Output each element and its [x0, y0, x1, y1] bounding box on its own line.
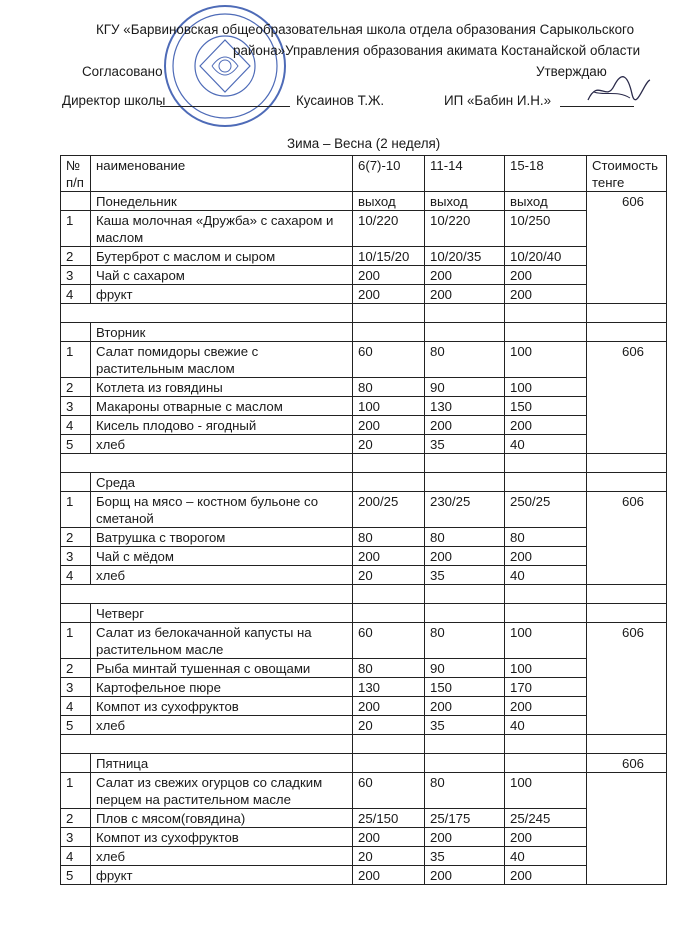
separator-cell [61, 304, 353, 323]
day-row [61, 473, 667, 492]
item-portion-6-10: 10/15/20 [353, 247, 425, 266]
day-number-cell [61, 192, 91, 211]
organization-line-1: КГУ «Барвиновская общеобразовательная школа отдела образования Сарыкольского [96, 22, 635, 37]
day-price [587, 473, 667, 492]
empty-cell [505, 754, 587, 773]
item-number: 3 [61, 828, 91, 847]
director-signature-line [160, 106, 290, 107]
table-row [61, 416, 667, 435]
item-portion-15-18: 150 [505, 397, 587, 416]
table-header-row [61, 156, 667, 192]
item-portion-6-10: 20 [353, 435, 425, 454]
day-separator-row [61, 454, 667, 473]
item-name: Чай с мёдом [91, 547, 353, 566]
item-name: фрукт [91, 866, 353, 885]
item-name: Каша молочная «Дружба» с сахаром и маслом [91, 211, 353, 247]
item-portion-15-18: 200 [505, 285, 587, 304]
day-price: 606 [587, 623, 667, 735]
item-portion-15-18: 40 [505, 566, 587, 585]
item-portion-6-10: 80 [353, 378, 425, 397]
director-label: Директор школы [62, 93, 166, 108]
item-name: Салат из белокачанной капусты на растительном масле [91, 623, 353, 659]
item-portion-11-14: 200 [425, 266, 505, 285]
item-number: 1 [61, 492, 91, 528]
header-age-11-14: 11-14 [425, 156, 505, 192]
item-name: Компот из сухофруктов [91, 697, 353, 716]
day-name: Среда [91, 473, 353, 492]
header-name: наименование [91, 156, 353, 192]
item-name: Рыба минтай тушенная с овощами [91, 659, 353, 678]
empty-cell [425, 323, 505, 342]
item-name: хлеб [91, 847, 353, 866]
day-row [61, 323, 667, 342]
approved-label: Утверждаю [536, 64, 607, 79]
item-number: 5 [61, 716, 91, 735]
table-row [61, 697, 667, 716]
separator-cell [353, 735, 425, 754]
separator-cell [505, 304, 587, 323]
item-portion-6-10: 100 [353, 397, 425, 416]
table-row [61, 342, 667, 378]
item-portion-11-14: 35 [425, 716, 505, 735]
day-number-cell [61, 323, 91, 342]
item-portion-15-18: 40 [505, 847, 587, 866]
separator-cell [587, 454, 667, 473]
item-number: 4 [61, 847, 91, 866]
day-name: Понедельник [91, 192, 353, 211]
price-cell-empty [587, 773, 667, 885]
item-name: Кисель плодово - ягодный [91, 416, 353, 435]
item-portion-6-10: 130 [353, 678, 425, 697]
day-price: 606 [587, 492, 667, 585]
item-portion-6-10: 60 [353, 342, 425, 378]
table-row [61, 809, 667, 828]
item-portion-15-18: 10/250 [505, 211, 587, 247]
item-portion-6-10: 80 [353, 659, 425, 678]
table-row [61, 773, 667, 809]
separator-cell [353, 304, 425, 323]
agreed-label: Согласовано [82, 64, 163, 79]
separator-cell [425, 735, 505, 754]
empty-cell [505, 473, 587, 492]
separator-cell [425, 454, 505, 473]
item-portion-15-18: 100 [505, 378, 587, 397]
separator-cell [61, 585, 353, 604]
day-price [587, 604, 667, 623]
item-portion-11-14: 80 [425, 773, 505, 809]
output-label: выход [353, 192, 425, 211]
item-portion-6-10: 200 [353, 266, 425, 285]
item-number: 3 [61, 266, 91, 285]
item-portion-15-18: 100 [505, 623, 587, 659]
separator-cell [61, 454, 353, 473]
item-portion-6-10: 200 [353, 285, 425, 304]
item-number: 2 [61, 247, 91, 266]
output-label: выход [425, 192, 505, 211]
item-number: 2 [61, 378, 91, 397]
item-name: Бутерброт с маслом и сыром [91, 247, 353, 266]
day-price [587, 323, 667, 342]
table-row [61, 266, 667, 285]
ip-label: ИП «Бабин И.Н.» [444, 93, 552, 108]
table-row [61, 247, 667, 266]
empty-cell [425, 473, 505, 492]
table-row [61, 847, 667, 866]
day-separator-row [61, 735, 667, 754]
item-name: Картофельное пюре [91, 678, 353, 697]
item-number: 2 [61, 528, 91, 547]
item-number: 4 [61, 285, 91, 304]
item-number: 3 [61, 678, 91, 697]
header-age-6-10: 6(7)-10 [353, 156, 425, 192]
item-name: Чай с сахаром [91, 266, 353, 285]
header-age-15-18: 15-18 [505, 156, 587, 192]
item-number: 1 [61, 773, 91, 809]
day-separator-row [61, 585, 667, 604]
item-portion-11-14: 150 [425, 678, 505, 697]
item-portion-15-18: 200 [505, 866, 587, 885]
item-portion-6-10: 20 [353, 847, 425, 866]
organization-line-2: района»Управления образования акимата Костанайской области [233, 43, 641, 58]
item-name: Компот из сухофруктов [91, 828, 353, 847]
item-name: хлеб [91, 716, 353, 735]
table-row [61, 828, 667, 847]
item-portion-11-14: 130 [425, 397, 505, 416]
day-row [61, 754, 667, 773]
empty-cell [353, 473, 425, 492]
item-portion-11-14: 90 [425, 378, 505, 397]
item-portion-6-10: 60 [353, 623, 425, 659]
day-row [61, 192, 667, 211]
table-row [61, 678, 667, 697]
separator-cell [587, 735, 667, 754]
day-separator-row [61, 304, 667, 323]
table-row [61, 623, 667, 659]
item-portion-15-18: 100 [505, 342, 587, 378]
item-portion-11-14: 80 [425, 528, 505, 547]
item-number: 4 [61, 566, 91, 585]
header-price: Стоимость тенге [587, 156, 667, 192]
item-portion-15-18: 250/25 [505, 492, 587, 528]
empty-cell [505, 604, 587, 623]
separator-cell [587, 304, 667, 323]
item-number: 4 [61, 416, 91, 435]
item-portion-6-10: 200 [353, 547, 425, 566]
item-portion-11-14: 10/20/35 [425, 247, 505, 266]
item-portion-11-14: 90 [425, 659, 505, 678]
item-portion-11-14: 200 [425, 866, 505, 885]
day-price: 606 [587, 192, 667, 304]
item-portion-11-14: 200 [425, 285, 505, 304]
item-number: 1 [61, 342, 91, 378]
header-number: № п/п [61, 156, 91, 192]
day-price: 606 [587, 754, 667, 773]
output-label: выход [505, 192, 587, 211]
item-portion-11-14: 200 [425, 416, 505, 435]
item-portion-15-18: 200 [505, 266, 587, 285]
item-name: Плов с мясом(говядина) [91, 809, 353, 828]
item-name: хлеб [91, 435, 353, 454]
empty-cell [425, 604, 505, 623]
table-row [61, 528, 667, 547]
item-portion-6-10: 200 [353, 828, 425, 847]
item-portion-6-10: 10/220 [353, 211, 425, 247]
item-portion-15-18: 200 [505, 697, 587, 716]
item-portion-15-18: 200 [505, 828, 587, 847]
table-row [61, 547, 667, 566]
item-number: 2 [61, 809, 91, 828]
item-name: Салат помидоры свежие с растительным маслом [91, 342, 353, 378]
day-number-cell [61, 754, 91, 773]
separator-cell [505, 454, 587, 473]
item-portion-15-18: 80 [505, 528, 587, 547]
separator-cell [587, 585, 667, 604]
menu-table [60, 155, 667, 885]
item-portion-11-14: 35 [425, 566, 505, 585]
item-portion-6-10: 200 [353, 697, 425, 716]
item-name: Салат из свежих огурцов со сладким перцем на растительном масле [91, 773, 353, 809]
day-row [61, 604, 667, 623]
item-number: 5 [61, 435, 91, 454]
item-portion-6-10: 20 [353, 716, 425, 735]
empty-cell [353, 604, 425, 623]
item-portion-6-10: 25/150 [353, 809, 425, 828]
table-row [61, 716, 667, 735]
table-row [61, 285, 667, 304]
item-number: 3 [61, 547, 91, 566]
item-portion-15-18: 200 [505, 547, 587, 566]
item-number: 4 [61, 697, 91, 716]
separator-cell [505, 735, 587, 754]
empty-cell [353, 754, 425, 773]
item-name: фрукт [91, 285, 353, 304]
item-portion-11-14: 80 [425, 342, 505, 378]
separator-cell [425, 585, 505, 604]
item-portion-11-14: 35 [425, 435, 505, 454]
day-price: 606 [587, 342, 667, 454]
separator-cell [61, 735, 353, 754]
item-portion-11-14: 10/220 [425, 211, 505, 247]
separator-cell [353, 585, 425, 604]
director-name: Кусаинов Т.Ж. [296, 93, 385, 108]
item-portion-6-10: 200 [353, 866, 425, 885]
season-title: Зима – Весна (2 неделя) [287, 136, 441, 151]
handwritten-signature [584, 72, 654, 112]
item-portion-6-10: 80 [353, 528, 425, 547]
item-portion-6-10: 60 [353, 773, 425, 809]
item-portion-11-14: 200 [425, 547, 505, 566]
item-portion-15-18: 100 [505, 773, 587, 809]
item-number: 1 [61, 623, 91, 659]
item-portion-15-18: 200 [505, 416, 587, 435]
table-row [61, 397, 667, 416]
item-portion-11-14: 80 [425, 623, 505, 659]
item-name: Борщ на мясо – костном бульоне со сметаной [91, 492, 353, 528]
empty-cell [353, 323, 425, 342]
table-row [61, 435, 667, 454]
item-portion-11-14: 35 [425, 847, 505, 866]
empty-cell [505, 323, 587, 342]
item-portion-15-18: 25/245 [505, 809, 587, 828]
item-portion-6-10: 200/25 [353, 492, 425, 528]
day-name: Вторник [91, 323, 353, 342]
item-portion-15-18: 40 [505, 716, 587, 735]
item-portion-6-10: 200 [353, 416, 425, 435]
separator-cell [505, 585, 587, 604]
item-portion-15-18: 170 [505, 678, 587, 697]
item-name: хлеб [91, 566, 353, 585]
item-portion-15-18: 40 [505, 435, 587, 454]
table-row [61, 492, 667, 528]
empty-cell [425, 754, 505, 773]
day-name: Четверг [91, 604, 353, 623]
day-number-cell [61, 473, 91, 492]
item-portion-11-14: 25/175 [425, 809, 505, 828]
item-number: 2 [61, 659, 91, 678]
item-name: Котлета из говядины [91, 378, 353, 397]
table-row [61, 566, 667, 585]
separator-cell [353, 454, 425, 473]
table-row [61, 211, 667, 247]
day-number-cell [61, 604, 91, 623]
table-row [61, 378, 667, 397]
item-name: Макароны отварные с маслом [91, 397, 353, 416]
separator-cell [425, 304, 505, 323]
table-row [61, 866, 667, 885]
table-row [61, 659, 667, 678]
item-portion-15-18: 10/20/40 [505, 247, 587, 266]
item-portion-11-14: 230/25 [425, 492, 505, 528]
day-name: Пятница [91, 754, 353, 773]
item-portion-6-10: 20 [353, 566, 425, 585]
item-portion-11-14: 200 [425, 828, 505, 847]
item-portion-15-18: 100 [505, 659, 587, 678]
item-number: 3 [61, 397, 91, 416]
item-number: 1 [61, 211, 91, 247]
item-portion-11-14: 200 [425, 697, 505, 716]
item-number: 5 [61, 866, 91, 885]
item-name: Ватрушка с творогом [91, 528, 353, 547]
